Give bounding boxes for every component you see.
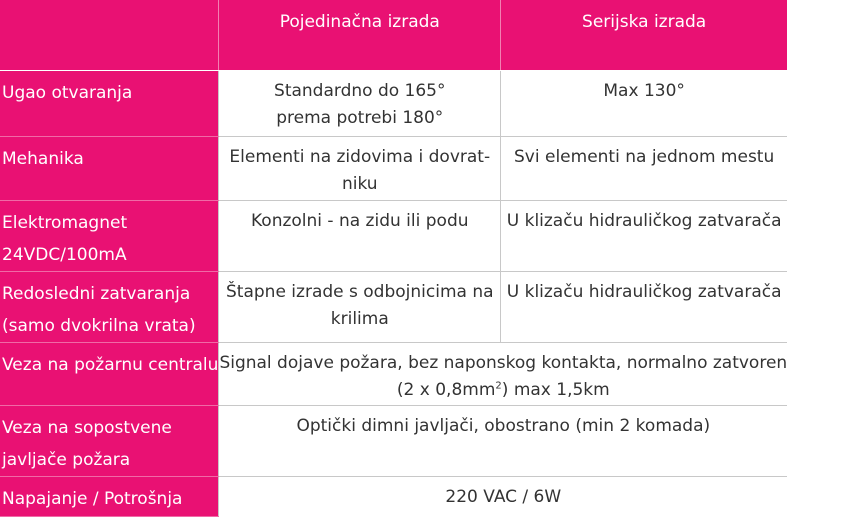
row-label-cell [0,406,219,477]
cell-text: Optički dimni javljači, obostrano (min 2 komada) [296,416,711,436]
cell-text: Konzolni - na zidu ili podu [251,211,469,231]
table-row [0,137,787,201]
row-label: Mehanika [2,149,84,169]
table-header-row [0,0,787,71]
row-label: Napajanje / Potrošnja [2,489,183,509]
row-label: Redosledni zatvaranja [2,284,191,304]
cell-text: Max 130° [603,81,685,101]
table-row [0,272,787,343]
cell-text: niku [341,174,378,194]
cell-text-formula [219,377,787,403]
row-value-cell [501,272,788,343]
row-label: Veza na sopostvene [2,418,172,438]
row-label-cell [0,477,219,517]
row-value-cell [219,137,501,201]
table-row [0,343,787,406]
row-label-cell [0,272,219,343]
table-row [0,406,787,477]
table-row [0,201,787,272]
row-label: (samo dvokrilna vrata) [2,316,196,336]
cell-text: U klizaču hidrauličkog zatvarača [506,282,782,302]
formula-prefix: (2 x 0,8mm [396,380,496,400]
row-merged-cell [219,406,787,477]
row-label: Ugao otvaranja [2,83,133,103]
cell-text: 220 VAC / 6W [445,487,562,507]
row-label-cell [0,137,219,201]
row-value-cell [219,272,501,343]
row-label: 24VDC/100mA [2,245,127,265]
row-value-cell [219,201,501,272]
cell-text: Standardno do 165° [274,81,446,101]
formula-superscript: 2 [495,380,502,392]
table-row [0,477,787,517]
row-value-cell [501,71,788,137]
row-merged-cell [219,477,787,517]
formula-suffix: ) max 1,5km [501,380,610,400]
header-cell-individual [219,0,501,71]
row-label: Veza na požarnu centralu [2,355,219,375]
header-cell-serial [501,0,788,71]
header-blank-cell [0,0,219,71]
row-value-cell [501,201,788,272]
row-merged-cell [219,343,787,406]
header-label: Serijska izrada [582,12,707,32]
cell-text: Elementi na zidovima i dovrat- [229,147,491,167]
cell-text: Svi elementi na jednom mestu [514,147,775,167]
row-label: javljače požara [2,450,131,470]
cell-text: krilima [330,309,389,329]
row-label-cell [0,71,219,137]
table-row [0,71,787,137]
row-label-cell [0,343,219,406]
row-label: Elektromagnet [2,213,128,233]
row-value-cell [219,71,501,137]
cell-text: Štapne izrade s odbojnicima na [226,282,494,302]
row-value-cell [501,137,788,201]
cell-text: prema potrebi 180° [276,108,444,128]
header-label: Pojedinačna izrada [279,12,440,32]
cell-text: U klizaču hidrauličkog zatvarača [506,211,782,231]
cell-text: Signal dojave požara, bez naponskog kontakta, normalno zatvoren [219,353,788,373]
row-label-cell [0,201,219,272]
